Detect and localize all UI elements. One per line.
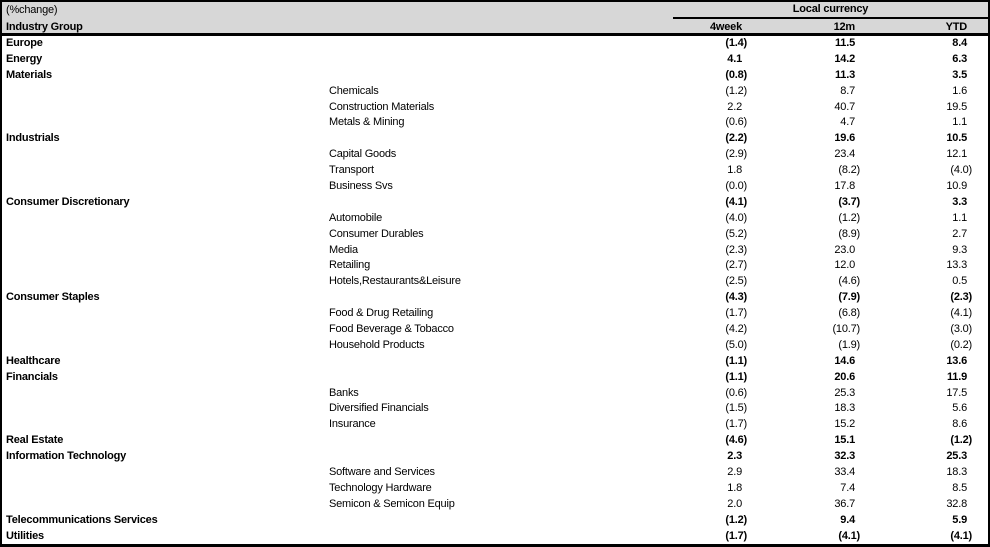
- value-4week: 2.9: [727, 466, 742, 479]
- value-4week: (1.1): [725, 354, 747, 367]
- value-ytd: 19.5: [946, 100, 967, 113]
- table-row: [2, 449, 988, 465]
- table-row: [2, 52, 988, 68]
- sub-industry-cell: Household Products: [329, 338, 425, 351]
- value-12m: 32.3: [834, 450, 855, 463]
- value-12m: 20.6: [834, 370, 855, 383]
- sub-industry-cell: Diversified Financials: [329, 402, 429, 415]
- table-row: [2, 131, 988, 147]
- value-ytd: (1.2): [950, 434, 972, 447]
- sub-industry-cell: [329, 36, 642, 52]
- value-4week: 1.8: [727, 481, 742, 494]
- sub-industry-cell: Transport: [329, 164, 374, 177]
- value-4week: (4.3): [725, 291, 747, 304]
- industry-group-cell: [2, 211, 329, 227]
- value-12m: 11.5: [834, 37, 855, 49]
- sub-industry-cell: Automobile: [329, 211, 383, 224]
- value-12m: 7.4: [840, 481, 855, 494]
- value-12m: 33.4: [834, 466, 855, 479]
- local-currency-group-header: Local currency: [673, 2, 988, 19]
- value-12m: (4.1): [838, 529, 860, 542]
- industry-group-cell: [2, 84, 329, 100]
- table-row: [2, 243, 988, 259]
- value-12m: 25.3: [834, 386, 855, 399]
- value-12m: 11.3: [834, 68, 855, 81]
- value-ytd: 11.9: [946, 370, 967, 383]
- industry-group-cell: [2, 100, 329, 116]
- value-ytd: 1.6: [952, 84, 967, 97]
- industry-group-cell: [2, 465, 329, 481]
- value-ytd: 10.5: [946, 132, 967, 145]
- sub-industry-cell: Media: [329, 243, 358, 256]
- value-12m: 4.7: [840, 116, 855, 129]
- value-12m: (6.8): [838, 307, 860, 320]
- table-row: [2, 497, 988, 513]
- sub-industry-cell: Retailing: [329, 259, 371, 272]
- sub-industry-cell: Food & Drug Retailing: [329, 307, 434, 320]
- sub-industry-cell: [329, 195, 642, 211]
- sub-industry-cell: Business Svs: [329, 180, 393, 193]
- value-4week: 2.3: [727, 450, 742, 463]
- value-12m: 36.7: [834, 497, 855, 510]
- industry-group-cell: Financials: [6, 370, 58, 383]
- value-12m: (1.2): [838, 211, 860, 224]
- value-ytd: 5.6: [952, 402, 967, 415]
- value-12m: 14.2: [834, 52, 855, 65]
- table-row: [2, 465, 988, 481]
- value-ytd: 6.3: [952, 52, 967, 65]
- industry-group-cell: [2, 417, 329, 433]
- table-row: [2, 68, 988, 84]
- table-header: [2, 2, 988, 36]
- table-row: [2, 147, 988, 163]
- value-4week: (0.6): [725, 116, 747, 129]
- industry-group-cell: Telecommunications Services: [6, 513, 158, 526]
- sub-industry-cell: [329, 52, 642, 68]
- value-4week: (1.7): [725, 307, 747, 320]
- column-header-row: [2, 19, 988, 36]
- industry-group-cell: [2, 497, 329, 513]
- sub-industry-cell: [329, 354, 642, 370]
- value-4week: (2.7): [725, 259, 747, 272]
- value-12m: (10.7): [832, 323, 860, 336]
- value-12m: 8.7: [840, 84, 855, 97]
- industry-group-column-header: Industry Group: [6, 21, 83, 33]
- value-ytd: 10.9: [946, 180, 967, 193]
- value-4week: (0.6): [725, 386, 747, 399]
- table-row: [2, 163, 988, 179]
- value-12m: 19.6: [834, 132, 855, 145]
- value-4week: (5.0): [725, 338, 747, 351]
- value-12m: 9.4: [840, 513, 855, 526]
- sub-industry-cell: Insurance: [329, 418, 376, 431]
- value-4week: (4.2): [725, 323, 747, 336]
- industry-group-cell: Information Technology: [6, 450, 127, 463]
- value-4week: (1.2): [725, 513, 747, 526]
- table-row: [2, 386, 988, 402]
- value-12m: 18.3: [834, 402, 855, 415]
- table-row: [2, 258, 988, 274]
- value-ytd: (0.2): [950, 338, 972, 351]
- sub-industry-cell: Semicon & Semicon Equip: [329, 497, 455, 510]
- value-ytd: (4.1): [950, 529, 972, 542]
- sub-industry-cell: [329, 529, 642, 545]
- value-ytd: 1.1: [952, 116, 967, 129]
- industry-group-cell: [2, 227, 329, 243]
- sub-industry-cell: Metals & Mining: [329, 116, 405, 129]
- table-row: [2, 84, 988, 100]
- value-4week: (1.7): [725, 418, 747, 431]
- value-12m: (3.7): [838, 195, 860, 208]
- value-ytd: 3.3: [952, 195, 967, 208]
- value-4week: (2.3): [725, 243, 747, 256]
- header-top-row: [2, 2, 988, 19]
- value-ytd: (3.0): [950, 323, 972, 336]
- table-row: [2, 529, 988, 545]
- industry-group-cell: [2, 115, 329, 131]
- value-4week: (4.0): [725, 211, 747, 224]
- sub-industry-cell: Banks: [329, 386, 359, 399]
- value-12m: (8.9): [838, 227, 860, 240]
- value-ytd: (2.3): [950, 291, 972, 304]
- value-12m: 12.0: [834, 259, 855, 272]
- industry-group-cell: [2, 179, 329, 195]
- value-4week: (5.2): [725, 227, 747, 240]
- industry-group-cell: [2, 243, 329, 259]
- value-ytd: 13.3: [946, 259, 967, 272]
- column-header-4week: 4week: [709, 21, 742, 33]
- value-12m: 15.1: [834, 434, 855, 447]
- sub-industry-cell: [329, 449, 642, 465]
- sub-industry-cell: Technology Hardware: [329, 481, 432, 494]
- table-row: [2, 115, 988, 131]
- table-body: [2, 36, 988, 545]
- table-row: [2, 417, 988, 433]
- industry-group-cell: Consumer Staples: [6, 291, 100, 304]
- value-ytd: 3.5: [952, 68, 967, 81]
- table-row: [2, 100, 988, 116]
- value-4week: (1.4): [725, 37, 747, 49]
- industry-group-cell: Healthcare: [6, 354, 61, 367]
- table-row: [2, 36, 988, 52]
- value-4week: 1.8: [727, 164, 742, 177]
- value-4week: 2.2: [727, 100, 742, 113]
- table-row: [2, 195, 988, 211]
- value-4week: (2.9): [725, 148, 747, 161]
- value-12m: 40.7: [834, 100, 855, 113]
- value-4week: (1.2): [725, 84, 747, 97]
- sub-industry-cell: [329, 290, 642, 306]
- sub-industry-cell: [329, 131, 642, 147]
- table-row: [2, 481, 988, 497]
- sub-industry-cell: [329, 513, 642, 529]
- table-row: [2, 354, 988, 370]
- industry-group-cell: [2, 386, 329, 402]
- value-ytd: 8.5: [952, 481, 967, 494]
- value-4week: (0.0): [725, 180, 747, 193]
- value-ytd: 17.5: [946, 386, 967, 399]
- value-4week: (1.1): [725, 370, 747, 383]
- value-12m: (4.6): [838, 275, 860, 288]
- industry-group-cell: Utilities: [6, 529, 44, 542]
- industry-group-cell: [2, 147, 329, 163]
- value-ytd: 12.1: [946, 148, 967, 161]
- industry-group-cell: Industrials: [6, 132, 60, 145]
- percent-change-label: (%change): [6, 4, 58, 16]
- value-ytd: 2.7: [952, 227, 967, 240]
- sub-industry-cell: [329, 68, 642, 84]
- value-12m: 17.8: [834, 180, 855, 193]
- sub-industry-cell: [329, 370, 642, 386]
- value-ytd: 1.1: [952, 211, 967, 224]
- value-ytd: 32.8: [946, 497, 967, 510]
- value-4week: (0.8): [725, 68, 747, 81]
- industry-group-cell: Materials: [6, 68, 52, 81]
- table-row: [2, 179, 988, 195]
- value-12m: (1.9): [838, 338, 860, 351]
- value-ytd: (4.0): [950, 164, 972, 177]
- industry-group-cell: [2, 481, 329, 497]
- sub-industry-cell: Chemicals: [329, 84, 379, 97]
- sub-industry-column-header: [329, 19, 642, 36]
- value-ytd: 8.6: [952, 418, 967, 431]
- value-12m: 23.4: [834, 148, 855, 161]
- value-ytd: 5.9: [952, 513, 967, 526]
- table-row: [2, 338, 988, 354]
- value-4week: (2.2): [725, 132, 747, 145]
- industry-group-cell: Europe: [6, 37, 43, 49]
- value-ytd: 9.3: [952, 243, 967, 256]
- value-12m: 23.0: [834, 243, 855, 256]
- value-4week: (1.7): [725, 529, 747, 542]
- industry-group-cell: [2, 258, 329, 274]
- industry-group-cell: [2, 274, 329, 290]
- table-row: [2, 370, 988, 386]
- value-4week: (1.5): [725, 402, 747, 415]
- table-row: [2, 401, 988, 417]
- industry-group-cell: Real Estate: [6, 434, 64, 447]
- industry-group-cell: [2, 338, 329, 354]
- column-header-12m: 12m: [833, 21, 855, 33]
- industry-group-cell: [2, 401, 329, 417]
- column-header-ytd: YTD: [945, 21, 967, 33]
- industry-group-cell: Energy: [6, 52, 43, 65]
- industry-group-cell: [2, 306, 329, 322]
- sub-industry-cell: Construction Materials: [329, 100, 435, 113]
- value-ytd: 25.3: [946, 450, 967, 463]
- value-ytd: (4.1): [950, 307, 972, 320]
- table-row: [2, 274, 988, 290]
- value-ytd: 0.5: [952, 275, 967, 288]
- value-4week: (2.5): [725, 275, 747, 288]
- table-row: [2, 211, 988, 227]
- value-12m: 14.6: [834, 354, 855, 367]
- value-4week: (4.6): [725, 434, 747, 447]
- table-row: [2, 227, 988, 243]
- table-row: [2, 322, 988, 338]
- value-12m: (7.9): [838, 291, 860, 304]
- sub-industry-cell: Consumer Durables: [329, 227, 424, 240]
- sub-industry-cell: Capital Goods: [329, 148, 397, 161]
- sub-industry-cell: Software and Services: [329, 466, 435, 479]
- value-4week: 2.0: [727, 497, 742, 510]
- table-row: [2, 290, 988, 306]
- value-ytd: 8.4: [952, 37, 967, 49]
- table-row: [2, 433, 988, 449]
- value-ytd: 13.6: [946, 354, 967, 367]
- value-4week: (4.1): [725, 195, 747, 208]
- industry-group-cell: Consumer Discretionary: [6, 195, 130, 208]
- table-row: [2, 513, 988, 529]
- value-ytd: 18.3: [946, 466, 967, 479]
- industry-group-cell: [2, 163, 329, 179]
- value-4week: 4.1: [727, 52, 742, 65]
- table-row: [2, 306, 988, 322]
- value-12m: 15.2: [834, 418, 855, 431]
- sub-industry-cell: Food Beverage & Tobacco: [329, 323, 454, 336]
- sub-industry-cell: Hotels,Restaurants&Leisure: [329, 275, 461, 288]
- value-12m: (8.2): [838, 164, 860, 177]
- industry-group-cell: [2, 322, 329, 338]
- sub-industry-cell: [329, 433, 642, 449]
